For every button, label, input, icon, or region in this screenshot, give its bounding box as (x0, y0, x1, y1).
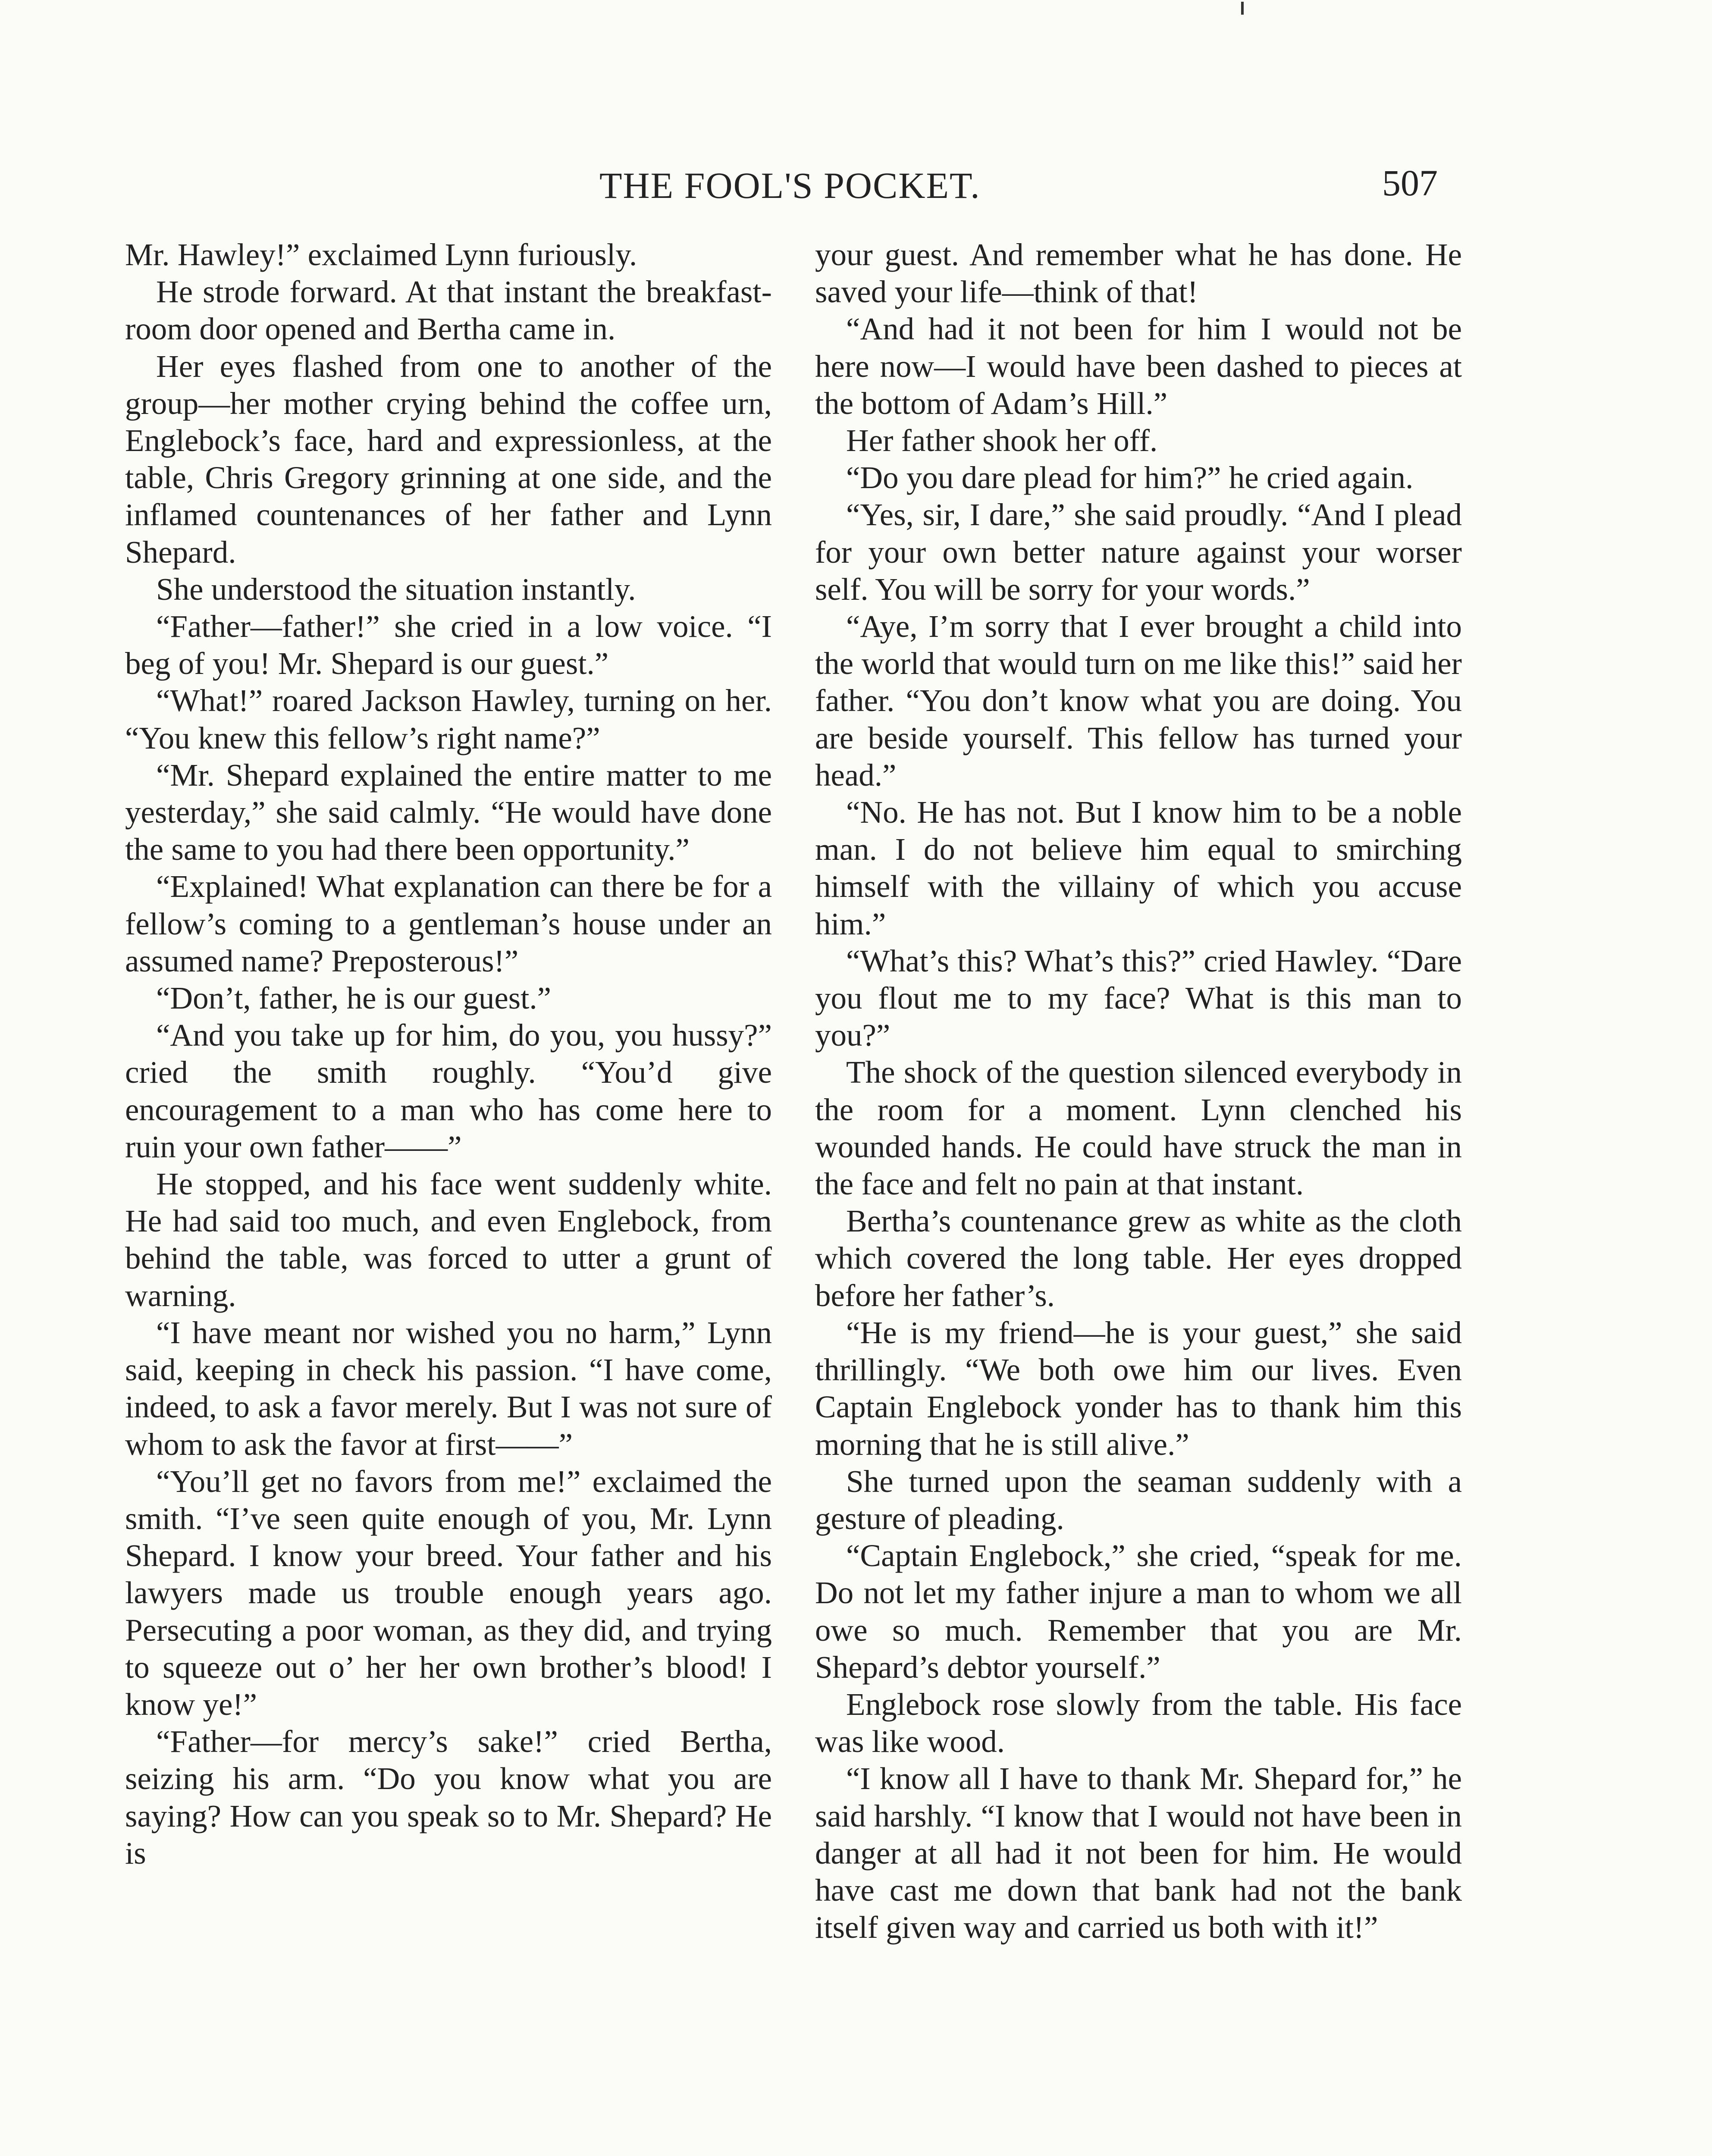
paragraph: “No. He has not. But I know him to be a noble man. I do not believe him equal to smirching himself with the villainy of which you accuse him.” (815, 795, 1462, 941)
paragraph: “Mr. Shepard explained the entire matter to me yesterday,” she said calmly. “He would have done the same to you had there been opportunity.” (125, 757, 772, 867)
paragraph: Her eyes flashed from one to another of the group—her mother crying behind the coffee urn, Englebock’s face, hard and expressionless, at the table, Chris Gregory grinning at one side, and the inflamed countenances of her father and Lynn Shepard. (125, 348, 772, 570)
paragraph: your guest. And remember what he has done. He saved your life—think of that! (815, 237, 1462, 310)
paragraph: “And had it not been for him I would not be here now—I would have been dashed to pieces at the bottom of Adam’s Hill.” (815, 311, 1462, 421)
left-column (125, 236, 772, 1872)
paragraph: “Captain Englebock,” she cried, “speak for me. Do not let my father injure a man to whom we all owe so much. Remember that you are Mr. Shepard’s debtor yourself.” (815, 1538, 1462, 1685)
paragraph: He stopped, and his face went suddenly white. He had said too much, and even Englebock, from behind the table, was forced to utter a grunt of warning. (125, 1166, 772, 1313)
paragraph: “I have meant nor wished you no harm,” Lynn said, keeping in check his passion. “I have come, indeed, to ask a favor merely. But I was not sure of whom to ask the favor at first——” (125, 1315, 772, 1462)
paragraph: “Father—father!” she cried in a low voice. “I beg of you! Mr. Shepard is our guest.” (125, 609, 772, 681)
paragraph: “He is my friend—he is your guest,” she said thrillingly. “We both owe him our lives. Even Captain Englebock yonder has to thank him this morning that he is still alive.” (815, 1315, 1462, 1462)
paragraph: The shock of the question silenced everybody in the room for a moment. Lynn clenched his wounded hands. He could have struck the man in the face and felt no pain at that instant. (815, 1055, 1462, 1202)
running-title: THE FOOL'S POCKET. (599, 165, 981, 206)
paragraph: “Do you dare plead for him?” he cried again. (846, 460, 1414, 495)
paragraph: “What’s this? What’s this?” cried Hawley. “Dare you flout me to my face? What is this man to you?” (815, 943, 1462, 1053)
paragraph: Her father shook her off. (846, 423, 1158, 458)
paragraph: “Father—for mercy’s sake!” cried Bertha, seizing his arm. “Do you know what you are saying? How can you speak so to Mr. Shepard? He is (125, 1724, 772, 1871)
paragraph: “Don’t, father, he is our guest.” (156, 981, 552, 1016)
paragraph: She understood the situation instantly. (156, 571, 636, 607)
paragraph: He strode forward. At that instant the breakfast-room door opened and Bertha came in. (125, 274, 772, 347)
paragraph: “I know all I have to thank Mr. Shepard for,” he said harshly. “I know that I would not have been in danger at all had it not been for him. He would have cast me down that bank had not the bank itself given way and carried us both with it!” (815, 1761, 1462, 1945)
paragraph: She turned upon the seaman suddenly with a gesture of pleading. (815, 1463, 1462, 1536)
print-mark (1241, 2, 1244, 15)
paragraph: Bertha’s countenance grew as white as the cloth which covered the long table. Her eyes dropped before her father’s. (815, 1203, 1462, 1313)
paragraph: “Yes, sir, I dare,” she said proudly. “And I plead for your own better nature against your worser self. You will be sorry for your words.” (815, 497, 1462, 607)
paragraph: “Aye, I’m sorry that I ever brought a child into the world that would turn on me like this!” said her father. “You don’t know what you are doing. You are beside yourself. This fellow has turned your head.” (815, 609, 1462, 793)
page-number: 507 (1382, 162, 1438, 204)
paragraph: “Explained! What explanation can there be for a fellow’s coming to a gentleman’s house under an assumed name? Preposterous!” (125, 869, 772, 978)
paragraph: “You’ll get no favors from me!” exclaimed the smith. “I’ve seen quite enough of you, Mr. Lynn Shepard. I know your breed. Your father and his lawyers made us trouble enough years ago. Persecuting a poor woman, as they did, and trying to squeeze out o’ her her own brother’s blood! I know ye!” (125, 1463, 772, 1722)
right-column (815, 236, 1462, 1946)
paragraph: Mr. Hawley!” exclaimed Lynn furiously. (125, 237, 637, 272)
paragraph: “What!” roared Jackson Hawley, turning on her. “You knew this fellow’s right name?” (125, 683, 772, 755)
paragraph: “And you take up for him, do you, you hussy?” cried the smith roughly. “You’d give encouragement to a man who has come here to ruin your own father——” (125, 1018, 772, 1164)
paragraph: Englebock rose slowly from the table. His face was like wood. (815, 1686, 1462, 1759)
